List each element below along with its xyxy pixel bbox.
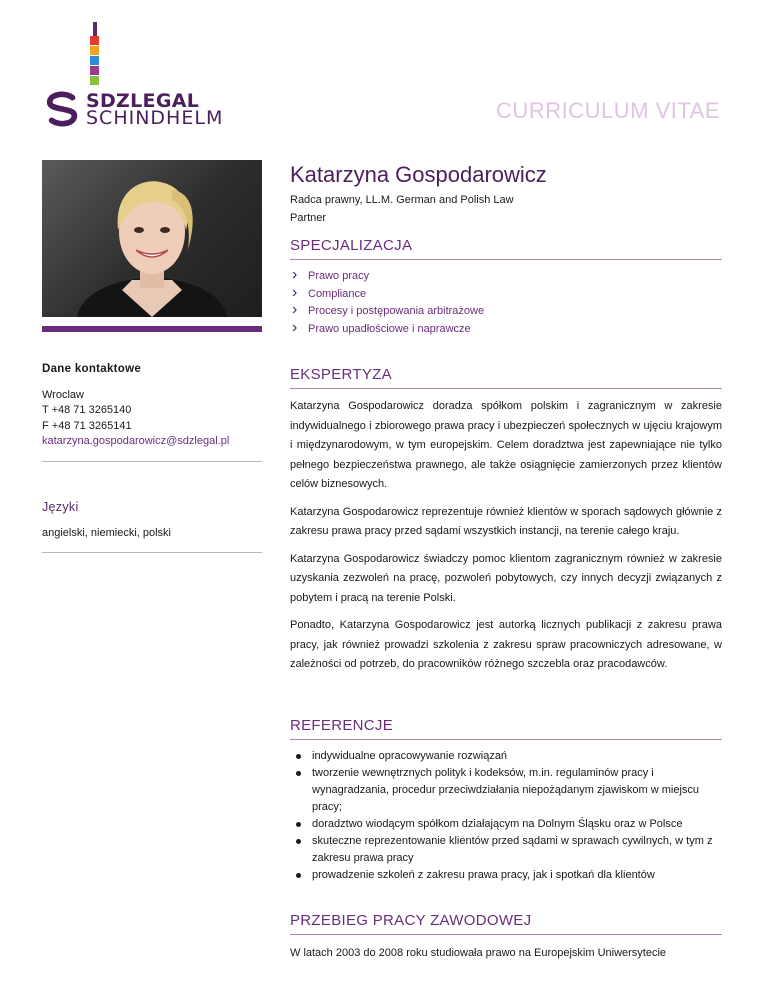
person-title: Radca prawny, LL.M. German and Polish Law: [290, 194, 514, 206]
career-paragraph: W latach 2003 do 2008 roku studiowała prawo na Europejskim Uniwersytecie: [290, 947, 667, 959]
contact-city: Wroclaw: [42, 388, 84, 401]
career-heading: PRZEBIEG PRACY ZAWODOWEJ: [290, 912, 722, 935]
logo-bar: [90, 56, 99, 65]
specialization-list: [290, 268, 722, 338]
logo-bar: [90, 36, 99, 45]
list-item: skuteczne reprezentowanie klientów przed sądami w sprawach cywilnych, w tym z zakresu prawa pracy: [290, 833, 722, 867]
logo-bar: [90, 76, 99, 85]
divider: [42, 552, 262, 553]
specialization-section: [290, 237, 722, 338]
list-item: › Prawo pracy: [290, 268, 722, 286]
list-item: prowadzenie szkoleń z zakresu prawa pracy, jak i spotkań dla klientów: [290, 867, 722, 884]
specialization-heading: SPECJALIZACJA: [290, 237, 722, 260]
logo-s-icon: [44, 90, 82, 128]
expertise-paragraph: Katarzyna Gospodarowicz doradza spółkom polskim i zagranicznym w zakresie indywidualnego i zbiorowego prawa pracy i ubezpieczeń społecznych w ujęciu krajowym i międzynarodowym, w tym europejskim. Celem doradztwa jest zapewniające nie tylko pełnego bezpieczeństwa prawnego, ale także osiągnięcie zamierzonych przez klientów celów biznesowych.: [290, 400, 722, 490]
contact-section: [42, 362, 262, 462]
logo-bar: [90, 66, 99, 75]
logo-line2: SCHINDHELM: [86, 107, 224, 129]
logo-bar: [90, 46, 99, 55]
list-item: › Compliance: [290, 286, 722, 304]
expertise-section: [290, 366, 722, 683]
languages-section: [42, 500, 262, 553]
references-section: [290, 717, 722, 884]
expertise-heading: EKSPERTYZA: [290, 366, 722, 389]
logo-wordmark: [86, 90, 224, 129]
list-item: indywidualne opracowywanie rozwiązań: [290, 748, 722, 765]
person-position: Partner: [290, 212, 327, 224]
accent-bar: [42, 326, 262, 332]
references-heading: REFERENCJE: [290, 717, 722, 740]
contact-fax: F +48 71 3265141: [42, 419, 132, 432]
list-item: › Prawo upadłościowe i naprawcze: [290, 321, 722, 339]
expertise-paragraph: Katarzyna Gospodarowicz reprezentuje również klientów w sporach sądowych głównie z zakresu prawa pracy przed sądami wszystkich instancji, na terenie całego kraju.: [290, 505, 722, 537]
logo-color-bars: [90, 36, 99, 86]
portrait-illustration: [42, 160, 262, 317]
contact-heading: Dane kontaktowe: [42, 363, 142, 375]
references-list: [290, 748, 722, 884]
contact-phone[interactable]: T +48 71 3265140: [42, 404, 132, 416]
languages-value: angielski, niemiecki, polski: [42, 526, 171, 539]
profile-photo: [42, 160, 262, 317]
languages-heading: Języki: [42, 500, 79, 514]
expertise-paragraph: Ponadto, Katarzyna Gospodarowicz jest autorką licznych publikacji z zakresu prawa pracy, jak również prowadzi szkolenia z zakresu spraw pracowniczych adresowane, w zależności od potrzeb, do pracowników różnego szczebla oraz pracodawców.: [290, 619, 722, 670]
expertise-paragraph: Katarzyna Gospodarowicz świadczy pomoc klientom zagranicznym również w zakresie uzyskania zezwoleń na pracę, pozwoleń pobytowych, czy innych decyzji związanych z pobytem i pracą na terenie Polski.: [290, 552, 722, 604]
person-header: [290, 162, 722, 227]
logo-line1: SDZLEGAL: [86, 90, 200, 112]
list-item: tworzenie wewnętrznych polityk i kodeksów, m.in. regulaminów pracy i wynagradzania, procedur przeciwdziałania niepożądanym zjawiskom w miejscu pracy;: [290, 765, 722, 816]
divider: [42, 461, 262, 462]
list-item: doradztwo wiodącym spółkom działającym na Dolnym Śląsku oraz w Polsce: [290, 816, 722, 833]
list-item: › Procesy i postępowania arbitrażowe: [290, 303, 722, 321]
person-name: Katarzyna Gospodarowicz: [290, 162, 547, 187]
contact-email-link[interactable]: katarzyna.gospodarowicz@sdzlegal.pl: [42, 435, 230, 447]
career-section: [290, 912, 722, 972]
document-title: CURRICULUM VITAE: [496, 98, 720, 123]
